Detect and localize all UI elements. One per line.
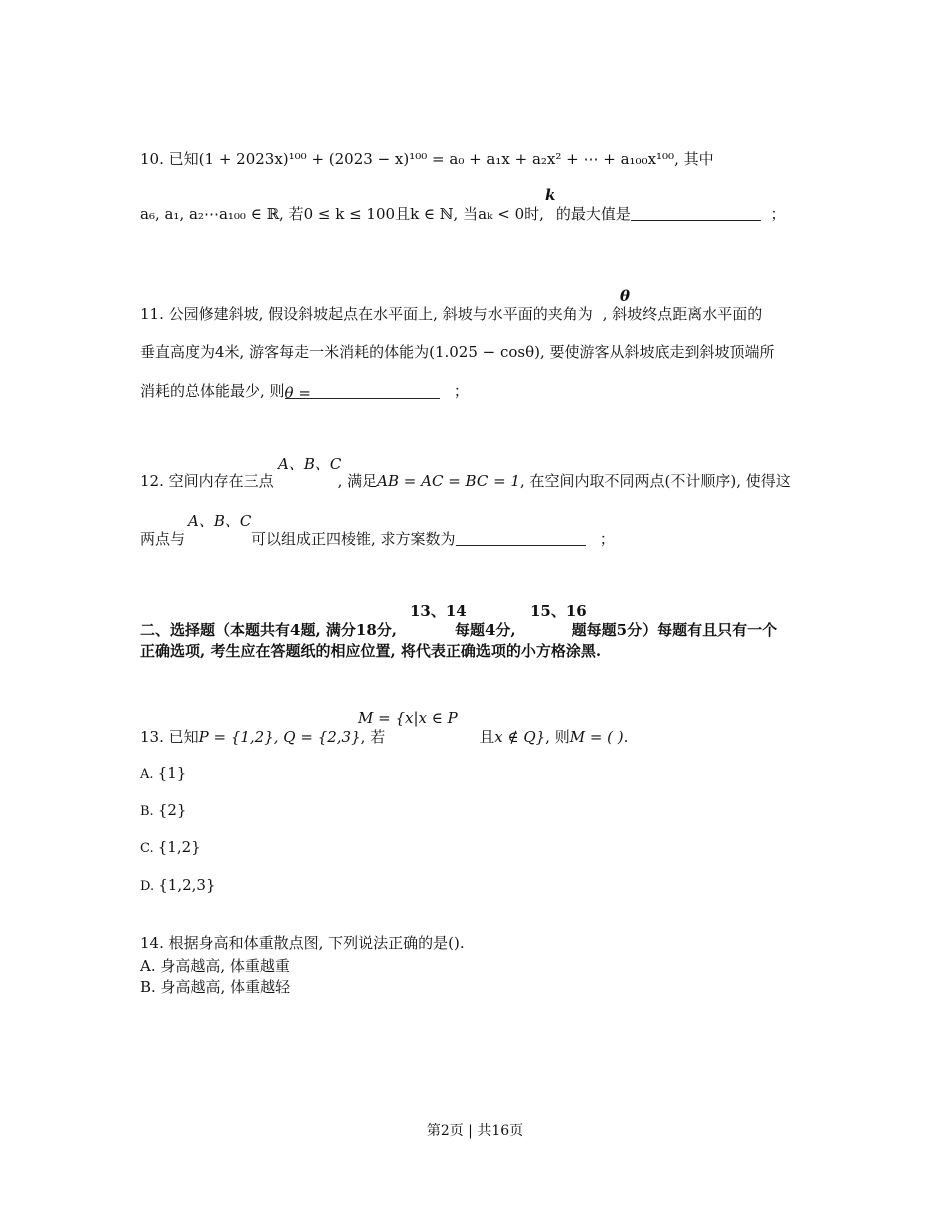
q13-then: , 则 — [545, 728, 570, 746]
q11-line2 — [140, 341, 775, 362]
q12-text-2b: 可以组成正四棱锥, 求方案数为 — [251, 530, 456, 548]
q13-option-d[interactable] — [140, 876, 216, 894]
section2-heading-line1 — [140, 619, 777, 640]
option-value: {1,2} — [157, 838, 201, 856]
q12-abc-raised-2: A、B、C — [188, 512, 252, 530]
q12-abc-raised-1: A、B、C — [278, 455, 342, 473]
q10-tail: , 其中 — [674, 150, 714, 168]
section2-raised-1516: 15、16 — [530, 602, 587, 620]
q11-text-1: 11. 公园修建斜坡, 假设斜坡起点在水平面上, 斜坡与水平面的夹角为 — [140, 305, 593, 323]
q13-answer-paren: M = ( ) — [569, 728, 624, 746]
q10-coef-set: a₆, a₁, a₂⋯a₁₀₀ ∈ ℝ — [140, 205, 280, 223]
option-value: {2} — [157, 801, 187, 819]
q11-theta-raised: θ — [620, 287, 631, 305]
q14-option-b[interactable]: B. 身高越高, 体重越轻 — [140, 978, 291, 996]
q13-m-raised: M = {x|x ∈ P — [358, 709, 458, 727]
q12-line1 — [140, 470, 791, 491]
q13-not-in-q: x ∉ Q} — [494, 728, 546, 746]
page-footer: 第2页 | 共16页 — [426, 1123, 524, 1139]
q13-line1 — [140, 726, 628, 747]
q11-text-2b: , 要使游客从斜坡底走到斜坡顶端所 — [540, 343, 775, 361]
q10-and: 且 — [395, 205, 411, 223]
q12-end: ； — [599, 530, 615, 548]
option-label: D. — [140, 879, 155, 894]
q10-end: ； — [770, 205, 786, 223]
q10-equation: (1 + 2023x)¹⁰⁰ + (2023 − x)¹⁰⁰ = a₀ + a₁x + a₂x² + ⋯ + a₁₀₀x¹⁰⁰ — [198, 150, 675, 168]
q11-energy-formula: (1.025 − cosθ) — [429, 343, 541, 361]
q12-text-2a: 两点与 — [140, 530, 186, 548]
q10-k-natural: k ∈ ℕ — [410, 205, 454, 223]
q13-sets-pq: P = {1,2}, Q = {2,3} — [198, 728, 361, 746]
q11-text-2a: 垂直高度为4米, 游客每走一米消耗的体能为 — [140, 343, 430, 361]
q13-option-b[interactable] — [140, 801, 186, 819]
section2-text-a: 二、选择题（本题共有4题, 满分18分, — [140, 621, 397, 639]
q13-lead: 13. 已知 — [140, 728, 199, 746]
q11-line3 — [140, 380, 469, 401]
option-label: B. — [140, 804, 154, 819]
option-label: C. — [140, 841, 154, 856]
q11-line1 — [140, 303, 762, 324]
option-label: A. — [140, 767, 154, 782]
q14-stem: 14. 根据身高和体重散点图, 下列说法正确的是(). — [140, 934, 465, 952]
q11-answer-blank[interactable] — [284, 384, 440, 402]
q12-text-1a: 12. 空间内存在三点 — [140, 472, 274, 490]
section2-heading-line2: 正确选项, 考生应在答题纸的相应位置, 将代表正确选项的小方格涂黑. — [140, 642, 602, 660]
section2-text-b: 每题4分, — [454, 621, 516, 639]
q10-ak-neg: aₖ < 0 — [478, 205, 525, 223]
q12-text-1c: , 在空间内取不同两点(不计顺序), 使得这 — [519, 472, 791, 490]
q11-text-3a: 消耗的总体能最少, 则 — [140, 382, 285, 400]
q13-option-c[interactable] — [140, 838, 201, 856]
q11-theta-eq: θ = — [284, 384, 311, 402]
q10-time: 时, — [524, 205, 544, 223]
q13-end: . — [623, 728, 629, 746]
q10-if: , 若 — [279, 205, 304, 223]
q10-number: 10. — [140, 150, 164, 168]
section2-text-c: 题每题5分）每题有且只有一个 — [571, 621, 778, 639]
q10-max-label: 的最大值是 — [555, 205, 631, 223]
q12-line2 — [140, 528, 615, 549]
q10-range: 0 ≤ k ≤ 100 — [303, 205, 396, 223]
option-value: {1,2,3} — [158, 876, 216, 894]
q11-end: ； — [453, 382, 469, 400]
q13-if: , 若 — [360, 728, 386, 746]
q10-answer-blank[interactable] — [631, 206, 761, 221]
q10-line1 — [140, 148, 714, 169]
q13-option-a[interactable] — [140, 764, 186, 782]
q10-when: , 当 — [453, 205, 479, 223]
q11-text-1b: , 斜坡终点距离水平面的 — [602, 305, 763, 323]
q10-k-raised: k — [545, 186, 556, 204]
q14-option-a[interactable]: A. 身高越高, 体重越重 — [140, 957, 290, 975]
q12-answer-blank[interactable] — [456, 531, 586, 546]
q12-equal-sides: AB = AC = BC = 1 — [377, 472, 520, 490]
q10-lead: 已知 — [168, 150, 199, 168]
section2-raised-1314: 13、14 — [410, 602, 467, 620]
q12-text-1b: , 满足 — [337, 472, 378, 490]
option-value: {1} — [157, 764, 187, 782]
q13-and: 且 — [479, 728, 495, 746]
q10-line2 — [140, 203, 786, 224]
